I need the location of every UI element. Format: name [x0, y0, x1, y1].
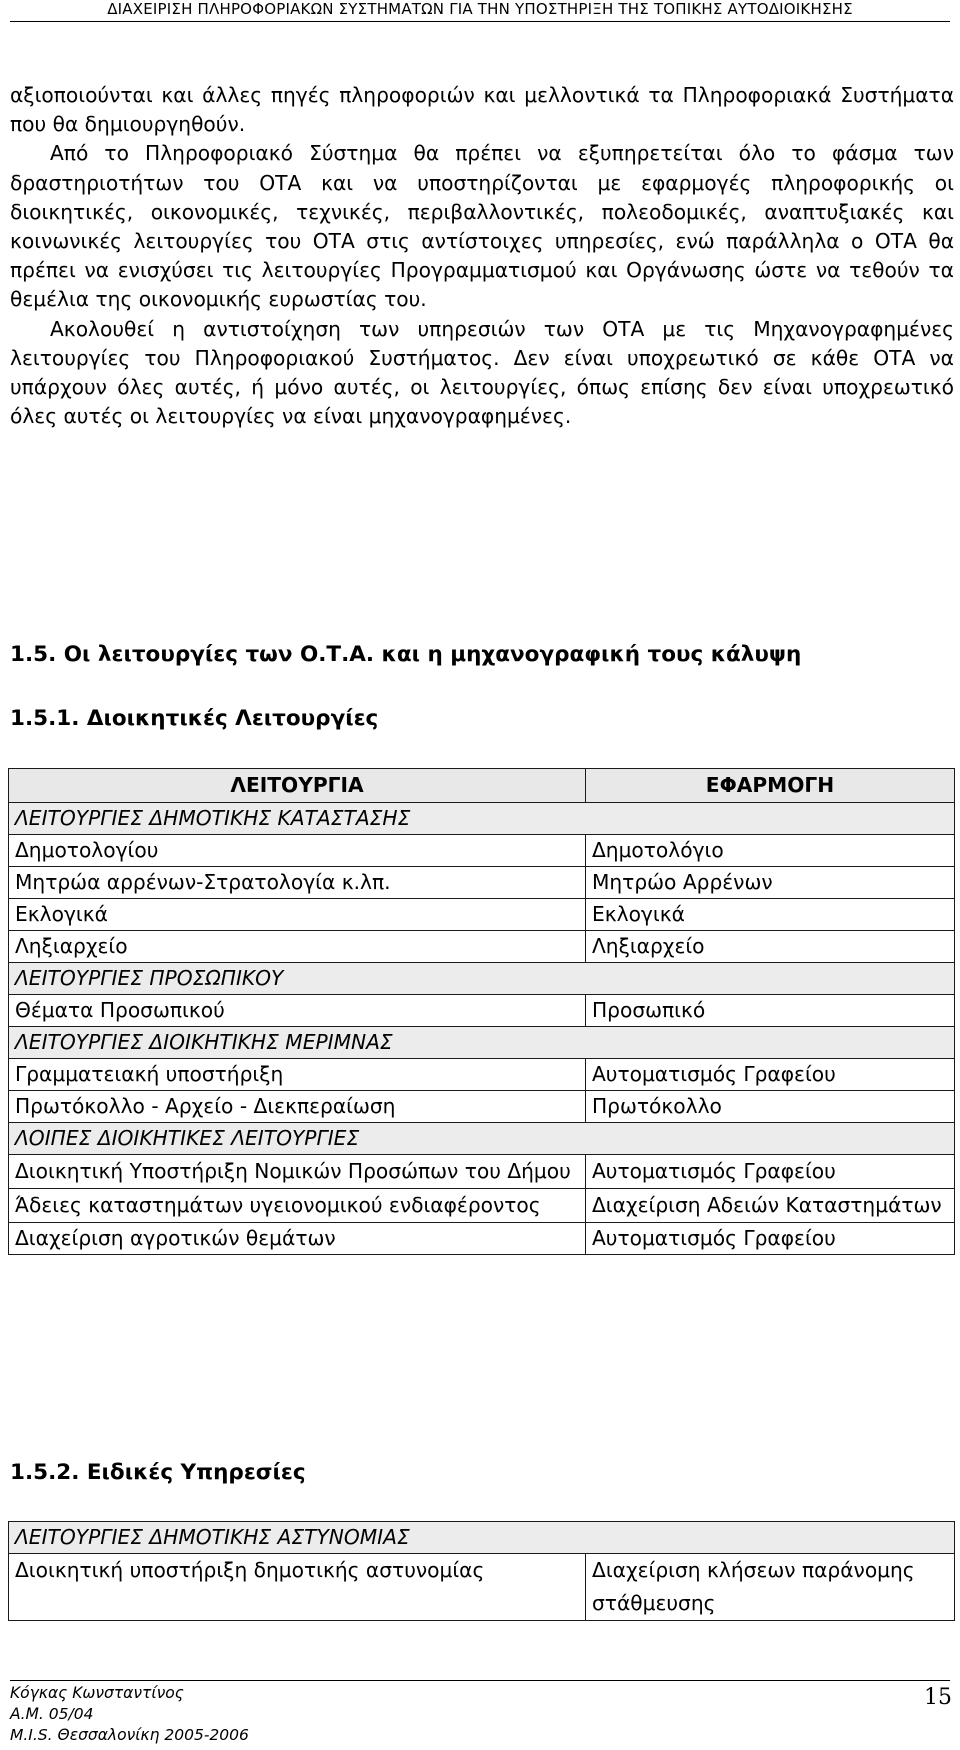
application-cell: Εκλογικά	[585, 899, 954, 931]
application-cell: Πρωτόκολλο	[585, 1091, 954, 1123]
table-row	[9, 995, 955, 1027]
category-label: ΛΕΙΤΟΥΡΓΙΕΣ ΔΙΟΙΚΗΤΙΚΗΣ ΜΕΡΙΜΝΑΣ	[9, 1027, 955, 1059]
running-header: ΔΙΑΧΕΙΡΙΣΗ ΠΛΗΡΟΦΟΡΙΑΚΩΝ ΣΥΣΤΗΜΑΤΩΝ ΓΙΑ ΤΗΝ ΥΠΟΣΤΗΡΙΞΗ ΤΗΣ ΤΟΠΙΚΗΣ ΑΥΤΟΔΙΟΙΚΗΣΗΣ	[107, 0, 853, 18]
function-cell: Γραμματειακή υποστήριξη	[9, 1059, 586, 1091]
functions-table-administrative	[8, 768, 955, 1255]
function-cell: Ληξιαρχείο	[9, 931, 586, 963]
subsection-heading-2: 1.5.2. Ειδικές Υπηρεσίες	[10, 1460, 306, 1485]
table-header-row	[9, 769, 955, 803]
table-row	[9, 1155, 955, 1189]
footer-author: Κόγκας Κωνσταντίνος	[10, 1684, 184, 1702]
application-cell: Αυτοματισμός Γραφείου	[585, 1155, 954, 1189]
footer-program: M.I.S. Θεσσαλονίκη 2005-2006	[10, 1726, 249, 1744]
table-row	[9, 931, 955, 963]
category-row	[9, 1522, 955, 1554]
function-cell: Άδειες καταστημάτων υγειονομικού ενδιαφέροντος	[9, 1189, 586, 1223]
header-rule	[10, 21, 950, 22]
table-row	[9, 1059, 955, 1091]
table-row	[9, 867, 955, 899]
page-number: 15	[924, 1685, 952, 1710]
function-cell: Θέματα Προσωπικού	[9, 995, 586, 1027]
category-label: ΛΟΙΠΕΣ ΔΙΟΙΚΗΤΙΚΕΣ ΛΕΙΤΟΥΡΓΙΕΣ	[9, 1123, 955, 1155]
table-row	[9, 835, 955, 867]
category-row	[9, 963, 955, 995]
application-cell: Ληξιαρχείο	[585, 931, 954, 963]
paragraph-2: Από το Πληροφοριακό Σύστημα θα πρέπει να εξυπηρετείται όλο το φάσμα των δραστηριοτήτων του ΟΤΑ και να υποστηρίζονται με εφαρμογές πληροφορικής οι διοικητικές, οικονομικές, τεχνικές, περιβαλλοντικές, πολεοδομικές, αναπτυξιακές και κοινωνικές λειτουργίες του ΟΤΑ στις αντίστοιχες υπηρεσίες, ενώ παράλληλα ο ΟΤΑ θα πρέπει να ενισχύσει τις λειτουργίες Προγραμματισμού και Οργάνωσης ώστε να τεθούν τα θεμέλια της οικονομικής ευρωστίας του.	[10, 141, 954, 312]
function-cell: Μητρώα αρρένων-Στρατολογία κ.λπ.	[9, 867, 586, 899]
table-row	[9, 1554, 955, 1621]
category-label: ΛΕΙΤΟΥΡΓΙΕΣ ΠΡΟΣΩΠΙΚΟΥ	[9, 963, 955, 995]
function-cell: Διοικητική υποστήριξη δημοτικής αστυνομίας	[9, 1554, 586, 1621]
category-row	[9, 1123, 955, 1155]
application-cell: Μητρώο Αρρένων	[585, 867, 954, 899]
function-cell: Διαχείριση αγροτικών θεμάτων	[9, 1223, 586, 1255]
body-text	[10, 81, 954, 431]
function-cell: Δημοτολογίου	[9, 835, 586, 867]
footer-author-block	[10, 1683, 249, 1746]
column-header-function: ΛΕΙΤΟΥΡΓΙΑ	[9, 769, 586, 803]
category-row	[9, 803, 955, 835]
application-cell: Αυτοματισμός Γραφείου	[585, 1059, 954, 1091]
application-cell: Αυτοματισμός Γραφείου	[585, 1223, 954, 1255]
table-row	[9, 1223, 955, 1255]
paragraph-1: αξιοποιούνται και άλλες πηγές πληροφοριών και μελλοντικά τα Πληροφοριακά Συστήματα που θα δημιουργηθούν.	[10, 83, 954, 137]
application-cell: Δημοτολόγιο	[585, 835, 954, 867]
section-heading: 1.5. Οι λειτουργίες των Ο.Τ.Α. και η μηχανογραφική τους κάλυψη	[10, 642, 802, 667]
table-row	[9, 899, 955, 931]
table-row	[9, 1189, 955, 1223]
column-header-application: ΕΦΑΡΜΟΓΗ	[585, 769, 954, 803]
footer-rule	[10, 1680, 950, 1681]
application-cell: Διαχείριση κλήσεων παράνομης στάθμευσης	[586, 1554, 955, 1621]
subsection-heading-1: 1.5.1. Διοικητικές Λειτουργίες	[10, 706, 379, 731]
category-label: ΛΕΙΤΟΥΡΓΙΕΣ ΔΗΜΟΤΙΚΗΣ ΑΣΤΥΝΟΜΙΑΣ	[9, 1522, 955, 1554]
function-cell: Διοικητική Υποστήριξη Νομικών Προσώπων του Δήμου	[9, 1155, 586, 1189]
application-cell: Προσωπικό	[585, 995, 954, 1027]
category-label: ΛΕΙΤΟΥΡΓΙΕΣ ΔΗΜΟΤΙΚΗΣ ΚΑΤΑΣΤΑΣΗΣ	[9, 803, 955, 835]
category-row	[9, 1027, 955, 1059]
table-row	[9, 1091, 955, 1123]
application-cell: Διαχείριση Αδειών Καταστημάτων	[585, 1189, 954, 1223]
functions-table-special-services	[8, 1521, 955, 1621]
function-cell: Πρωτόκολλο - Αρχείο - Διεκπεραίωση	[9, 1091, 586, 1123]
footer-am: Α.Μ. 05/04	[10, 1705, 94, 1723]
paragraph-3: Ακολουθεί η αντιστοίχηση των υπηρεσιών των ΟΤΑ με τις Μηχανογραφημένες λειτουργίες του Πληροφοριακού Συστήματος. Δεν είναι υποχρεωτικό σε κάθε ΟΤΑ να υπάρχουν όλες αυτές, ή μόνο αυτές, οι λειτουργίες, όπως επίσης δεν είναι υποχρεωτικό όλες αυτές οι λειτουργίες να είναι μηχανογραφημένες.	[10, 316, 954, 429]
function-cell: Εκλογικά	[9, 899, 586, 931]
